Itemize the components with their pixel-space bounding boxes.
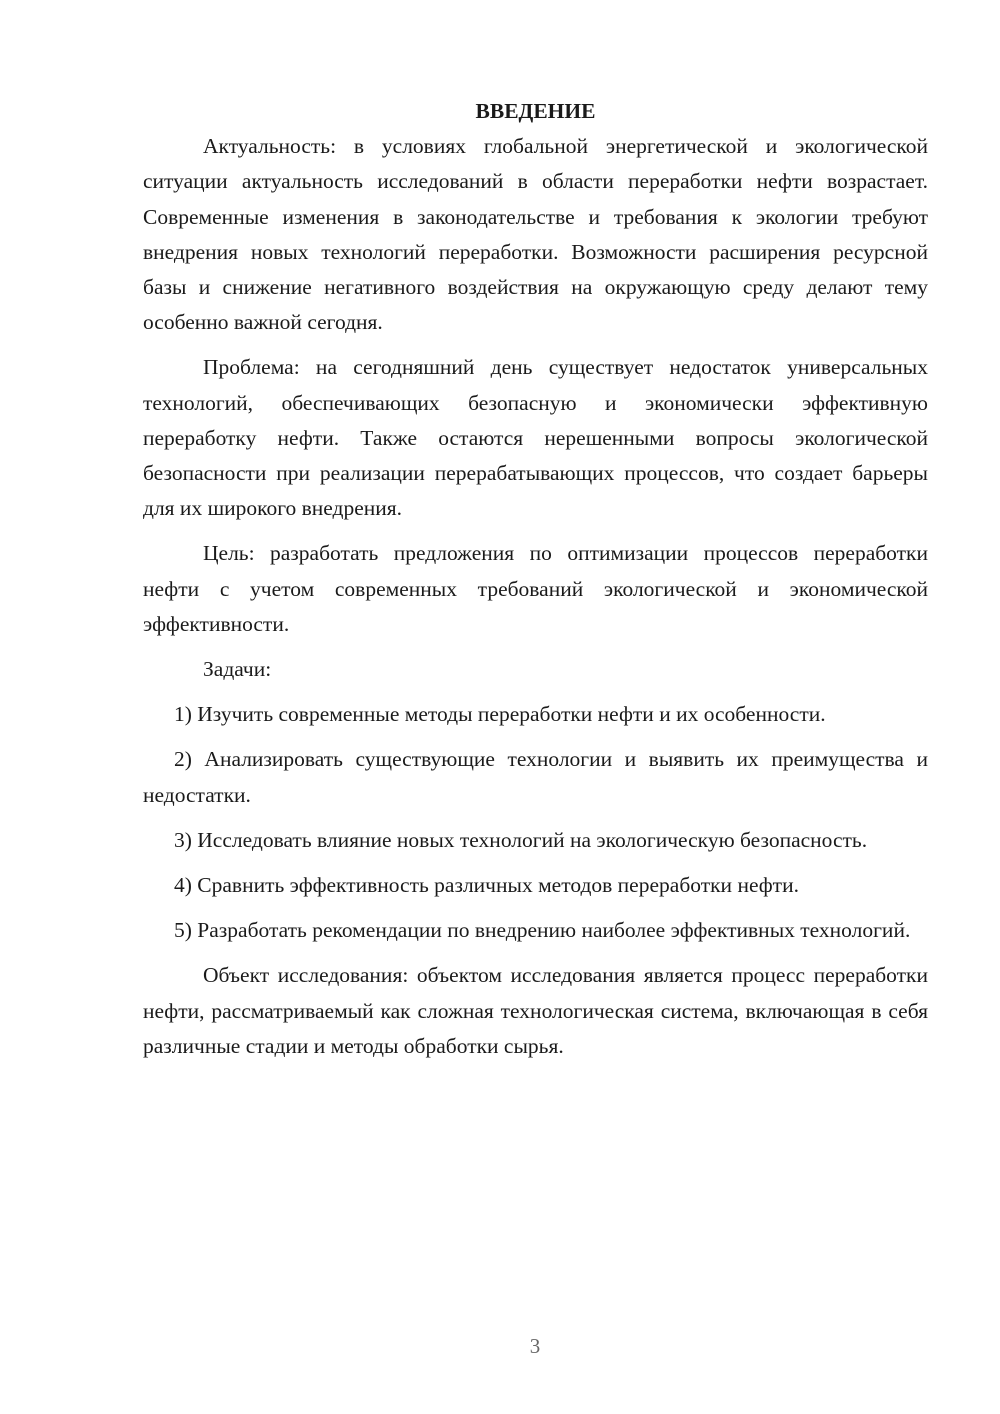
- tasks-heading: Задачи:: [203, 657, 272, 682]
- task-item-2: 2) Анализировать существующие технологии и выявить их преимущества и недостатки.: [143, 747, 928, 807]
- section-title: ВВЕДЕНИЕ: [475, 99, 596, 123]
- paragraph-relevance: Актуальность: в условиях глобальной энергетической и экологической ситуации актуальность исследований в области переработки нефти возрастает. Современные изменения в законодательстве и требования к экологии требуют внедрения новых технологий переработки. Возможности расширения ресурсной базы и снижение негативного воздействия на окружающую среду делают тему особенно важной сегодня.: [143, 134, 928, 335]
- paragraph-problem: Проблема: на сегодняшний день существует недостаток универсальных технологий, обеспечивающих безопасную и экономически эффективную переработку нефти. Также остаются нерешенными вопросы экологической безопасности при реализации перерабатывающих процессов, что создает барьеры для их широкого внедрения.: [143, 355, 928, 521]
- paragraph-goal: Цель: разработать предложения по оптимизации процессов переработки нефти с учетом современных требований экологической и экономической эффективности.: [143, 541, 928, 636]
- paragraph-object: Объект исследования: объектом исследования является процесс переработки нефти, рассматриваемый как сложная технологическая система, включающая в себя различные стадии и методы обработки сырья.: [143, 963, 928, 1058]
- task-item-4: 4) Сравнить эффективность различных методов переработки нефти.: [174, 873, 799, 898]
- task-item-1: 1) Изучить современные методы переработки нефти и их особенности.: [174, 702, 826, 727]
- page-number: 3: [529, 1334, 541, 1358]
- page-content: [143, 94, 928, 1074]
- task-item-3: 3) Исследовать влияние новых технологий на экологическую безопасность.: [174, 827, 868, 852]
- task-item-5: 5) Разработать рекомендации по внедрению наиболее эффективных технологий.: [174, 918, 911, 943]
